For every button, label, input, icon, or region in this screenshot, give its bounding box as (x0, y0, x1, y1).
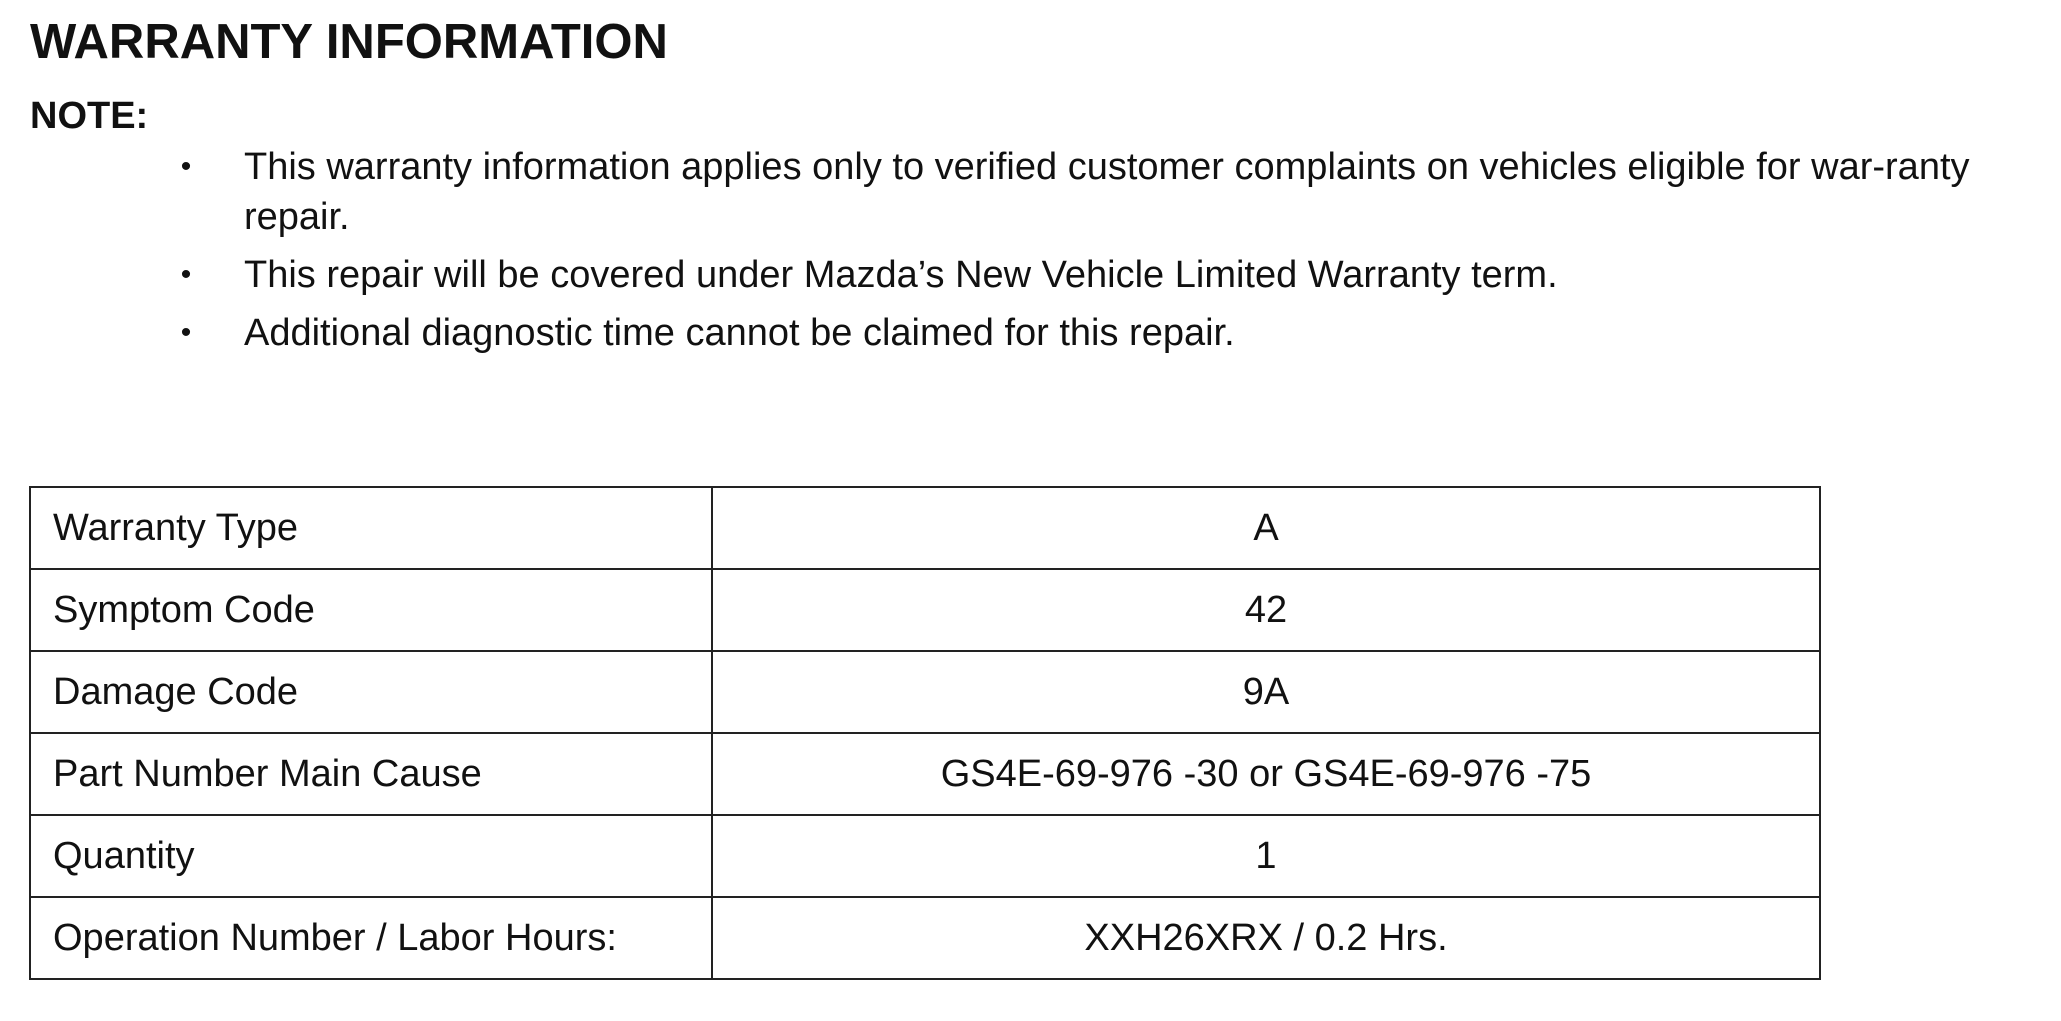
table-row (30, 815, 1820, 897)
table-row (30, 897, 1820, 979)
row-value: 9A (712, 651, 1820, 733)
note-item (0, 308, 2061, 358)
row-value: A (712, 487, 1820, 569)
note-item (0, 142, 2061, 242)
table-row (30, 569, 1820, 651)
row-value: GS4E-69-976 -30 or GS4E-69-976 -75 (712, 733, 1820, 815)
row-value: 1 (712, 815, 1820, 897)
bullet-icon: • (180, 258, 192, 291)
note-item-text: This warranty information applies only to verified customer complaints on vehicles eligible for war-ranty repair. (244, 146, 1970, 238)
row-label: Quantity (30, 815, 712, 897)
bullet-icon: • (180, 150, 192, 183)
page-title: WARRANTY INFORMATION (30, 15, 668, 69)
note-list (0, 142, 2061, 366)
note-item-text: Additional diagnostic time cannot be claimed for this repair. (244, 312, 1235, 354)
note-item (0, 250, 2061, 300)
table-row (30, 651, 1820, 733)
row-value: 42 (712, 569, 1820, 651)
note-heading: NOTE: (30, 95, 149, 137)
table-row (30, 733, 1820, 815)
note-item-text: This repair will be covered under Mazda’s New Vehicle Limited Warranty term. (244, 254, 1558, 296)
row-label: Damage Code (30, 651, 712, 733)
row-label: Warranty Type (30, 487, 712, 569)
table-row (30, 487, 1820, 569)
row-label: Operation Number / Labor Hours: (30, 897, 712, 979)
warranty-table (29, 486, 1821, 980)
row-label: Part Number Main Cause (30, 733, 712, 815)
bullet-icon: • (180, 316, 192, 349)
row-value: XXH26XRX / 0.2 Hrs. (712, 897, 1820, 979)
row-label: Symptom Code (30, 569, 712, 651)
